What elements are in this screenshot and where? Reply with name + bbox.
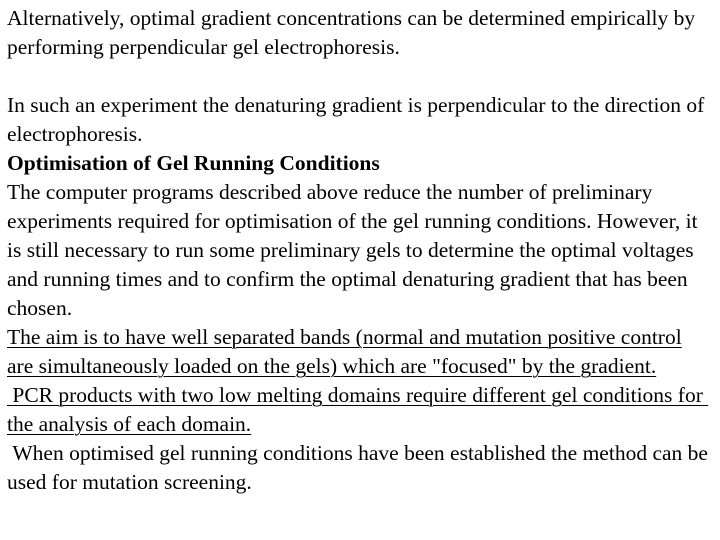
paragraph-gradient-concentrations: Alternatively, optimal gradient concentrations can be determined empirically by performing perpendicular gel electrophoresis. [7,6,696,59]
paragraph-separated-bands: The aim is to have well separated bands (normal and mutation positive control are simultaneously loaded on the gels) which are "focused" by the gradient. [7,325,682,378]
paragraph-computer-programs: The computer programs described above reduce the number of preliminary experiments required for optimisation of the gel running conditions. However, it is still necessary to run some preliminary gels to determine the optimal voltages and running times and to confirm the optimal denaturing gradient that has been chosen. [7,180,698,320]
paragraph-mutation-screening: When optimised gel running conditions have been established the method can be used for mutation screening. [7,441,714,494]
paragraph-perpendicular-gradient: In such an experiment the denaturing gradient is perpendicular to the direction of electrophoresis. [7,93,705,146]
paragraph-spacer [7,62,713,91]
section-heading: Optimisation of Gel Running Conditions [7,151,380,175]
paragraph-pcr-products: PCR products with two low melting domains require different gel conditions for the analysis of each domain. [7,383,709,436]
document-body [7,4,713,497]
